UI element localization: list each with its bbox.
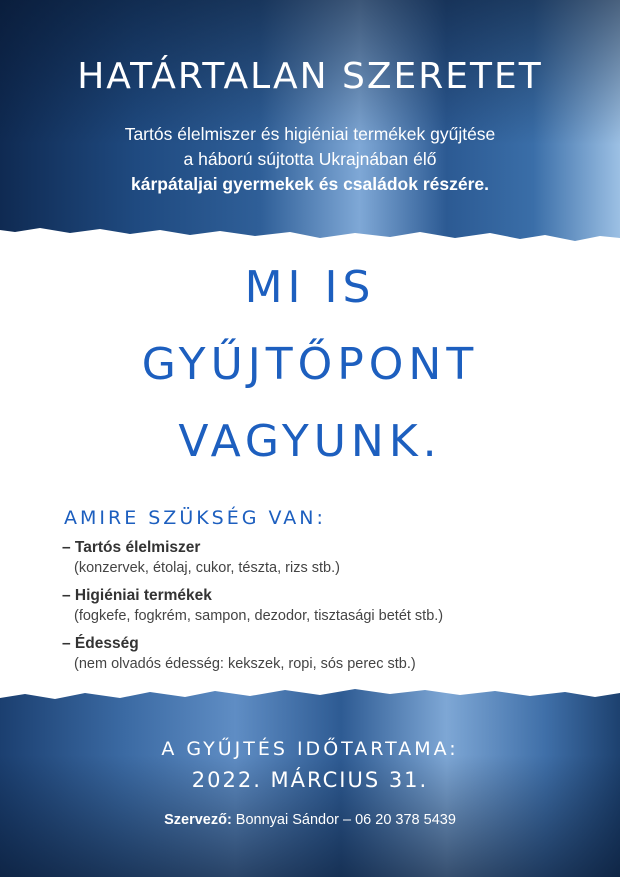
need-item-hygiene	[62, 586, 582, 626]
collection-period-label: A GYŰJTÉS IDŐTARTAMA:	[161, 738, 459, 760]
poster-title: HATÁRTALAN SZERETET	[77, 56, 543, 97]
need-item-desc: (fogkefe, fogkrém, sampon, dezodor, tisztasági betét stb.)	[74, 608, 444, 624]
needs-list	[62, 538, 582, 682]
headline-line-2: GYŰJTŐPONT	[141, 339, 479, 390]
organizer-info	[0, 812, 620, 828]
collection-period-date: 2022. MÁRCIUS 31.	[191, 768, 429, 792]
organizer-value: Bonnyai Sándor – 06 20 378 5439	[231, 812, 456, 828]
need-item-food	[62, 538, 582, 578]
need-item-name: – Tartós élelmiszer	[62, 539, 201, 556]
needs-heading: AMIRE SZÜKSÉG VAN:	[64, 507, 326, 529]
need-item-name: – Higiéniai termékek	[62, 587, 212, 604]
subtitle-line-2: a háború sújtotta Ukrajnában élő	[183, 149, 437, 169]
need-item-sweets	[62, 634, 582, 674]
subtitle-line-3: kárpátaljai gyermekek és családok részére.	[130, 174, 489, 194]
headline-line-1: MI IS	[244, 262, 376, 313]
header-band	[0, 0, 620, 250]
subtitle-line-1: Tartós élelmiszer és higiéniai termékek gyűjtése	[124, 124, 496, 144]
organizer-label: Szervező:	[164, 812, 232, 828]
need-item-desc: (konzervek, étolaj, cukor, tészta, rizs stb.)	[74, 560, 340, 576]
poster-subtitle	[0, 122, 620, 197]
need-item-desc: (nem olvadós édesség: kekszek, ropi, sós perec stb.)	[74, 656, 416, 672]
headline-line-3: VAGYUNK.	[178, 416, 442, 467]
need-item-name: – Édesség	[62, 635, 139, 652]
